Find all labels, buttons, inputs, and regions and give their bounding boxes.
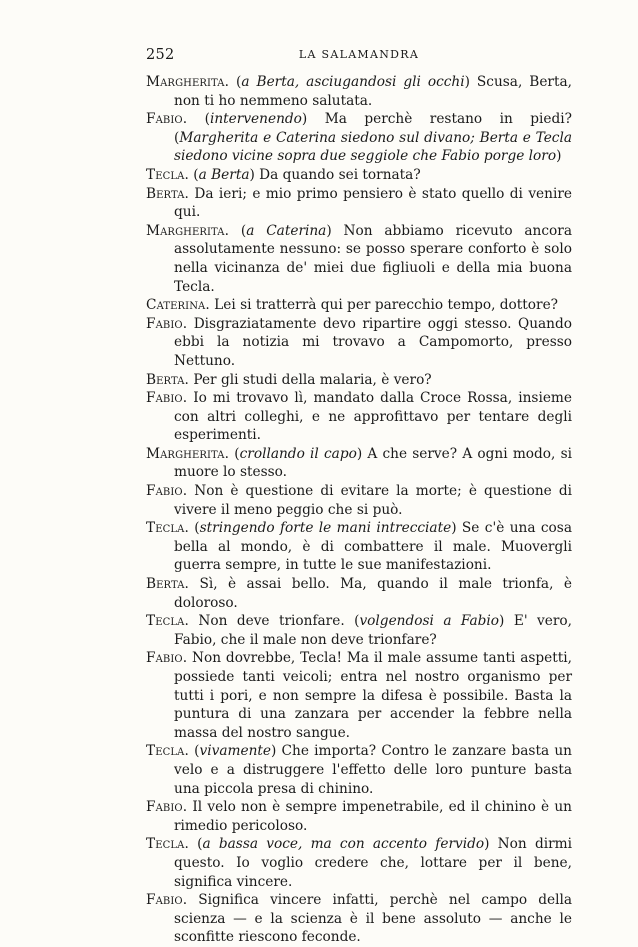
spoken-text: Il velo non è sempre impenetrabile, ed il chinino è un rimedio pericoloso. [174, 799, 572, 834]
stage-direction: stringendo forte le mani intrecciate [199, 520, 452, 537]
speaker-name: Tecla. [146, 613, 189, 630]
speaker-name: Fabio. [146, 650, 188, 667]
speaker-name: Berta. [146, 576, 190, 593]
speaker-name: Fabio. [146, 315, 188, 332]
spoken-text: ) Se c'è una cosa bella al mondo, è di combattere il male. Muovergli guerra sempre, in tutte le sue manifestazioni. [174, 520, 572, 574]
speaker-name: Caterina. [146, 297, 210, 314]
spoken-text: ) [556, 148, 562, 165]
dialogue-entry [146, 371, 572, 390]
dialogue-entry [146, 835, 572, 891]
spoken-text: Per gli studi della malaria, è vero? [189, 371, 432, 388]
speaker-name: Tecla. [146, 166, 189, 183]
spoken-text: ) Da quando sei tornata? [249, 166, 421, 183]
dialogue-entry [146, 575, 572, 612]
spoken-text: ( [188, 743, 200, 760]
running-title: LA SALAMANDRA [298, 48, 420, 61]
dialogue-entry [146, 222, 572, 296]
page-header [146, 47, 572, 67]
speaker-name: Tecla. [146, 520, 189, 537]
spoken-text: ( [188, 166, 199, 183]
speaker-name: Fabio. [146, 390, 188, 407]
spoken-text: Io mi trovavo lì, mandato dalla Croce Rossa, insieme con altri colleghi, e ne approfittavo per tentare degli esperimenti. [174, 390, 572, 444]
spoken-text: ( [188, 520, 200, 537]
spoken-text: ) Ma perchè restano in piedi? ( [174, 111, 572, 146]
dialogue-entry [146, 315, 572, 371]
stage-direction: a Berta [198, 166, 250, 183]
spoken-text: ) Che importa? Contro le zanzare basta un velo e a distruggere l'effetto delle loro punture basta una piccola presa di chinino. [174, 743, 572, 797]
stage-direction: volgendosi a Fabio [359, 613, 500, 630]
speaker-name: Tecla. [146, 743, 189, 760]
speaker-name: Margherita. [146, 222, 230, 239]
speaker-name: Fabio. [146, 483, 188, 500]
stage-direction: vivamente [199, 743, 271, 760]
speaker-name: Tecla. [146, 836, 189, 853]
speaker-name: Berta. [146, 371, 190, 388]
spoken-text: ) E' vero, Fabio, che il male non deve trionfare? [174, 613, 572, 648]
dialogue-text [146, 73, 572, 947]
dialogue-entry [146, 798, 572, 835]
dialogue-entry [146, 742, 572, 798]
dialogue-entry [146, 482, 572, 519]
speaker-name: Fabio. [146, 799, 188, 816]
dialogue-entry [146, 445, 572, 482]
spoken-text: Disgraziatamente devo ripartire oggi stesso. Quando ebbi la notizia mi trovavo a Campomorto, presso Nettuno. [174, 315, 572, 369]
stage-direction: intervenendo [209, 111, 302, 128]
dialogue-entry [146, 73, 572, 110]
dialogue-entry [146, 649, 572, 742]
spoken-text: Sì, è assai bello. Ma, quando il male trionfa, è doloroso. [174, 576, 572, 611]
page-number: 252 [146, 47, 175, 63]
dialogue-entry [146, 389, 572, 445]
spoken-text: ( [229, 445, 240, 462]
speaker-name: Fabio. [146, 892, 188, 909]
dialogue-entry [146, 185, 572, 222]
speaker-name: Berta. [146, 185, 190, 202]
speaker-name: Margherita. [146, 74, 230, 90]
stage-direction: a bassa voce, ma con accento fervido [202, 836, 485, 853]
stage-direction: Margherita e Caterina siedono sul divano; Berta e Tecla siedono vicine sopra due seggiole che Fabio porge loro [174, 129, 572, 165]
spoken-text: Non dovrebbe, Tecla! Ma il male assume tanti aspetti, possiede tanti veicoli; entra nel nostro organismo per tutti i pori, e non sempre la difesa è possibile. Basta la puntura di una zanzara per accender la febbre nella massa del nostro sangue. [174, 650, 572, 741]
spoken-text: ) Scusa, Berta, non ti ho nemmeno salutata. [174, 74, 572, 109]
spoken-text: ( [229, 74, 242, 90]
stage-direction: crollando il capo [239, 445, 357, 462]
spoken-text: ) A che serve? A ogni modo, si muore lo stesso. [174, 445, 573, 481]
spoken-text: ( [229, 222, 247, 239]
speaker-name: Margherita. [146, 445, 230, 462]
dialogue-entry [146, 166, 572, 185]
spoken-text: Significa vincere infatti, perchè nel campo della scienza — e la scienza è il bene assoluto — anche le sconfitte riescono feconde. [174, 892, 572, 946]
spoken-text: Lei si tratterrà qui per parecchio tempo, dottore? [209, 297, 559, 314]
dialogue-entry [146, 110, 572, 166]
spoken-text: ( [188, 836, 203, 853]
dialogue-entry [146, 612, 572, 649]
spoken-text: ) Non dirmi questo. Io voglio credere che, lottare per il bene, significa vincere. [174, 836, 572, 890]
spoken-text: Non è questione di evitare la morte; è questione di vivere il meno peggio che si può. [174, 483, 572, 518]
spoken-text: ) Non abbiamo ricevuto ancora assolutamente nessuno: se posso sperare conforto è solo nella vicinanza de' miei due figliuoli e della mia buona Tecla. [174, 222, 572, 295]
dialogue-entry [146, 296, 572, 315]
dialogue-entry [146, 891, 572, 947]
spoken-text: Da ieri; e mio primo pensiero è stato quello di venire qui. [174, 185, 572, 221]
stage-direction: a Caterina [246, 222, 327, 239]
stage-direction: a Berta, asciugandosi gli occhi [241, 74, 465, 90]
spoken-text: Non deve trionfare. ( [188, 613, 360, 630]
spoken-text: ( [187, 111, 210, 128]
dialogue-entry [146, 519, 572, 575]
speaker-name: Fabio. [146, 111, 188, 128]
